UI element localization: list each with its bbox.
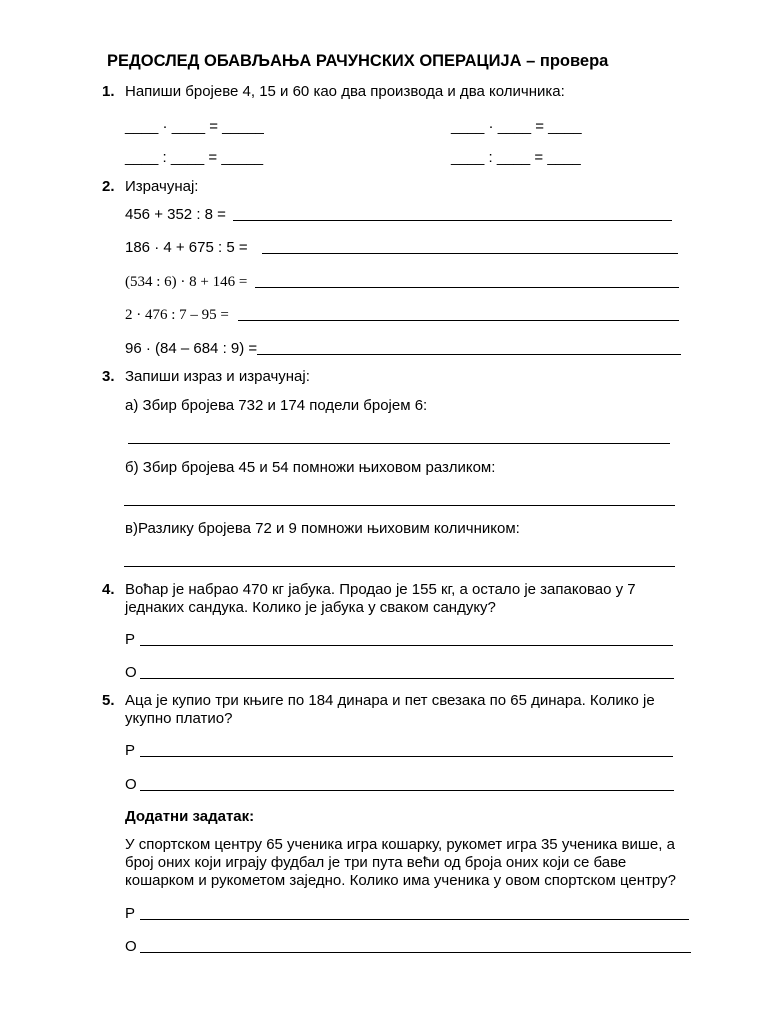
solution-label: Р — [125, 631, 136, 648]
bonus-heading: Додатни задатак: — [125, 808, 255, 825]
task-1-blank-right: ____ : ____ = ____ — [451, 149, 581, 166]
task-2-number: 2. — [102, 178, 115, 195]
page-title: РЕДОСЛЕД ОБАВЉАЊА РАЧУНСКИХ ОПЕРАЦИЈА – провера — [107, 52, 609, 70]
answer-label: О — [125, 938, 137, 955]
answer-line[interactable] — [124, 505, 675, 506]
task-5-text: Аца је купио три књиге по 184 динара и пет свезака по 65 динара. Колико је — [125, 692, 655, 709]
answer-line[interactable] — [140, 952, 691, 953]
bonus-text: У спортском центру 65 ученика игра кошарку, рукомет игра 35 ученика више, а — [125, 836, 675, 853]
solution-label: Р — [125, 742, 136, 759]
answer-line[interactable] — [262, 253, 678, 254]
task-1-blank-left: ____ · ____ = _____ — [125, 118, 264, 135]
task-4-number: 4. — [102, 581, 115, 598]
task-3-part-a: а) Збир бројева 732 и 174 подели бројем 6: — [125, 397, 428, 414]
answer-line[interactable] — [238, 320, 679, 321]
expression: 96 · (84 – 684 : 9) = — [125, 340, 258, 357]
task-2-text: Израчунај: — [125, 178, 199, 195]
expression: 456 + 352 : 8 = — [125, 206, 226, 223]
task-3-text: Запиши израз и израчунај: — [125, 368, 310, 385]
task-3-part-c: в)Разлику бројева 72 и 9 помножи њиховим количником: — [125, 520, 520, 537]
answer-line[interactable] — [140, 678, 674, 679]
bonus-text: кошарком и рукометом заједно. Колико има ученика у овом спортском центру? — [125, 872, 676, 889]
task-4-text: једнаких сандука. Колико је јабука у сваком сандуку? — [125, 599, 496, 616]
task-5-text: укупно платио? — [125, 710, 233, 727]
task-1-number: 1. — [102, 83, 115, 100]
solution-label: Р — [125, 905, 136, 922]
task-1-blank-right: ____ · ____ = ____ — [451, 118, 582, 135]
answer-line[interactable] — [140, 790, 674, 791]
answer-line[interactable] — [257, 354, 681, 355]
answer-line[interactable] — [233, 220, 672, 221]
task-1-text: Напиши бројеве 4, 15 и 60 као два производа и два количника: — [125, 83, 565, 100]
task-3-part-b: б) Збир бројева 45 и 54 помножи њиховом разликом: — [125, 459, 496, 476]
answer-line[interactable] — [128, 443, 670, 444]
bonus-text: број оних који играју фудбал је три пута већи од броја оних који се баве — [125, 854, 627, 871]
expression: 2 · 476 : 7 – 95 = — [125, 307, 229, 323]
task-3-number: 3. — [102, 368, 115, 385]
solution-line[interactable] — [140, 919, 689, 920]
answer-label: О — [125, 776, 137, 793]
task-4-text: Воћар је набрао 470 кг јабука. Продао је 155 кг, а остало је запаковао у 7 — [125, 581, 636, 598]
expression: (534 : 6) · 8 + 146 = — [125, 274, 248, 290]
answer-line[interactable] — [124, 566, 675, 567]
expression: 186 · 4 + 675 : 5 = — [125, 239, 248, 256]
solution-line[interactable] — [140, 645, 673, 646]
answer-label: О — [125, 664, 137, 681]
solution-line[interactable] — [140, 756, 673, 757]
answer-line[interactable] — [255, 287, 679, 288]
task-5-number: 5. — [102, 692, 115, 709]
task-1-blank-left: ____ : ____ = _____ — [125, 149, 264, 166]
